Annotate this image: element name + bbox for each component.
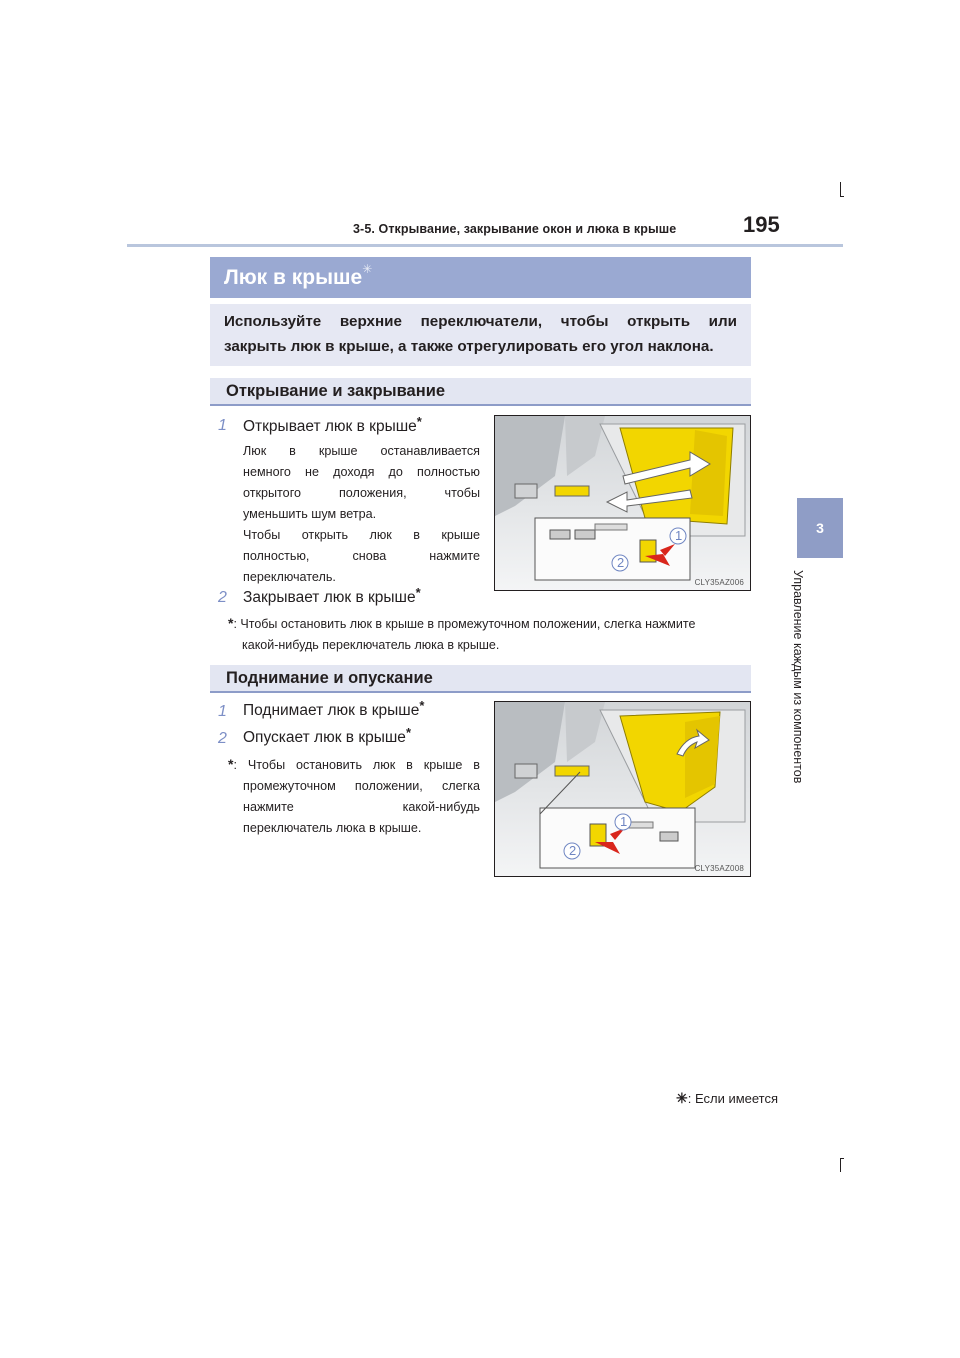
paragraph-line: открытого положения, чтобы <box>243 486 480 500</box>
chapter-title-vertical <box>787 570 807 810</box>
page-title <box>210 257 751 298</box>
item-title-text: Открывает люк в крыше <box>243 418 417 435</box>
paragraph-line: уменьшить шум ветра. <box>243 507 377 521</box>
crop-mark-top <box>840 182 841 196</box>
item-title <box>243 585 421 607</box>
note-text: : Чтобы остановить люк в крыше в промежуточном положении, слегка нажмите <box>233 617 696 631</box>
page-number: 195 <box>743 212 780 237</box>
running-head: 3-5. Открывание, закрывание окон и люка в крыше <box>353 222 677 236</box>
paragraph-line: Чтобы открыть люк в крыше <box>243 528 480 542</box>
figure-code: CLY35AZ008 <box>694 864 744 873</box>
crop-mark-top-h <box>840 196 844 197</box>
item-marker-2: 2 <box>218 730 227 747</box>
paragraph-line: немного не доходя до полностью <box>243 465 480 479</box>
chapter-tab[interactable]: 3 <box>797 498 843 558</box>
description-paragraph <box>243 441 480 525</box>
crop-mark-bottom-h <box>840 1158 844 1159</box>
note-line: промежуточном положении, слегка <box>243 779 480 793</box>
asterisk-icon: * <box>416 414 422 429</box>
description-paragraph <box>243 525 480 588</box>
item-marker-1: 1 <box>218 417 227 434</box>
item-marker-2: 2 <box>218 589 227 606</box>
section-heading-open-close: Открывание и закрывание <box>210 378 751 406</box>
item-title <box>243 725 411 747</box>
callout-2: 2 <box>617 555 625 570</box>
note-line <box>228 754 480 776</box>
availability-star-icon: ✳ <box>676 1090 688 1106</box>
crop-mark-bottom <box>840 1158 841 1172</box>
note-line: нажмите какой-нибудь <box>243 800 480 814</box>
sunroof-open-close-figure <box>494 415 751 591</box>
chapter-title: Управление каждым из компонентов <box>791 570 805 784</box>
intro-line: закрыть люк в крыше, а также отрегулировать его угол наклона. <box>224 338 714 355</box>
availability-star-icon: ✳ <box>362 262 373 276</box>
asterisk-icon: * <box>405 725 411 740</box>
note-line: переключатель люка в крыше. <box>243 821 422 835</box>
item-title-text: Закрывает люк в крыше <box>243 589 416 606</box>
intro-box <box>210 304 751 366</box>
footnote <box>676 1090 778 1107</box>
footnote-text: : Если имеется <box>687 1091 779 1106</box>
item-title <box>243 414 422 436</box>
asterisk-icon: * <box>228 615 234 631</box>
section-heading-tilt: Поднимание и опускание <box>210 665 751 693</box>
page-title-text: Люк в крыше <box>224 266 363 289</box>
callout-1: 1 <box>620 814 628 829</box>
callout-2: 2 <box>569 843 577 858</box>
intro-line: Используйте верхние переключатели, чтобы открыть или <box>224 313 737 330</box>
paragraph-line: переключатель. <box>243 570 336 584</box>
item-title-text: Поднимает люк в крыше <box>243 702 420 719</box>
item-title-text: Опускает люк в крыше <box>243 729 406 746</box>
note-text: : Чтобы остановить люк в крыше в <box>233 758 480 772</box>
asterisk-icon: * <box>419 698 425 713</box>
figure-code: CLY35AZ006 <box>694 578 744 587</box>
note-text: какой-нибудь переключатель люка в крыше. <box>242 638 500 652</box>
sunroof-tilt-figure <box>494 701 751 877</box>
note <box>228 613 695 656</box>
sunroof-tilt-illustration <box>495 702 751 877</box>
asterisk-icon: * <box>415 585 421 600</box>
item-marker-1: 1 <box>218 703 227 720</box>
paragraph-line: полностью, снова нажмите <box>243 549 480 563</box>
note <box>228 754 480 839</box>
item-title <box>243 698 425 720</box>
header-rule <box>127 244 843 247</box>
asterisk-icon: * <box>228 756 234 772</box>
paragraph-line: Люк в крыше останавливается <box>243 444 480 458</box>
callout-1: 1 <box>675 528 683 543</box>
